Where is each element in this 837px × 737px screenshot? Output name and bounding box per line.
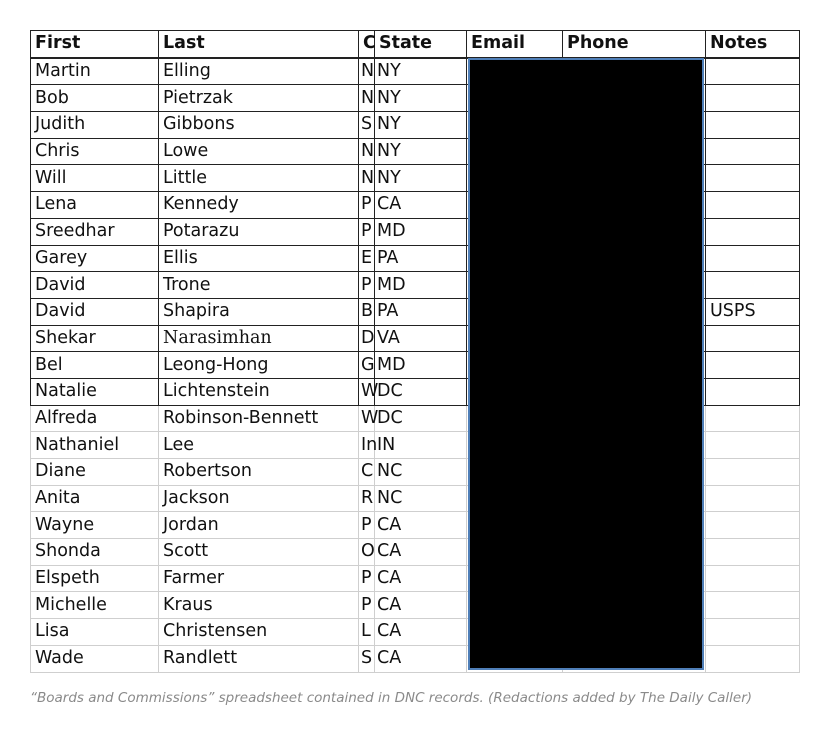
cell-notes xyxy=(706,485,800,512)
cell-first: Sreedhar xyxy=(31,218,159,245)
cell-last: Leong-Hong xyxy=(159,352,359,379)
cell-first: Diane xyxy=(31,459,159,486)
cell-state: CA xyxy=(375,192,467,219)
cell-first: Bob xyxy=(31,85,159,112)
cell-last: Ellis xyxy=(159,245,359,272)
cell-first: Michelle xyxy=(31,592,159,619)
cell-state: CA xyxy=(375,645,467,672)
cell-first: Lisa xyxy=(31,619,159,646)
cell-last: Pietrzak xyxy=(159,85,359,112)
cell-state: CA xyxy=(375,592,467,619)
cell-last: Lowe xyxy=(159,138,359,165)
cell-last: Farmer xyxy=(159,565,359,592)
header-c: C xyxy=(359,31,375,58)
cell-state: VA xyxy=(375,325,467,352)
cell-first: Elspeth xyxy=(31,565,159,592)
cell-state: CA xyxy=(375,512,467,539)
header-state: State xyxy=(375,31,467,58)
cell-state: CA xyxy=(375,539,467,566)
cell-first: Nathaniel xyxy=(31,432,159,459)
cell-notes xyxy=(706,192,800,219)
cell-first: David xyxy=(31,272,159,299)
cell-last: Jordan xyxy=(159,512,359,539)
cell-last: Trone xyxy=(159,272,359,299)
cell-c: N xyxy=(359,165,375,192)
cell-last: Kraus xyxy=(159,592,359,619)
cell-state: NC xyxy=(375,459,467,486)
cell-last: Gibbons xyxy=(159,112,359,139)
cell-c: N xyxy=(359,138,375,165)
cell-last: Potarazu xyxy=(159,218,359,245)
cell-c: P xyxy=(359,565,375,592)
cell-notes xyxy=(706,378,800,405)
cell-last: Kennedy xyxy=(159,192,359,219)
cell-notes xyxy=(706,112,800,139)
cell-first: Bel xyxy=(31,352,159,379)
cell-first: Judith xyxy=(31,112,159,139)
cell-notes xyxy=(706,619,800,646)
cell-state: NY xyxy=(375,85,467,112)
cell-state: MD xyxy=(375,352,467,379)
header-last: Last xyxy=(159,31,359,58)
cell-last: Lichtenstein xyxy=(159,378,359,405)
cell-first: Will xyxy=(31,165,159,192)
cell-first: Garey xyxy=(31,245,159,272)
cell-c: E xyxy=(359,245,375,272)
cell-c: W xyxy=(359,378,375,405)
cell-last: Scott xyxy=(159,539,359,566)
cell-state: CA xyxy=(375,565,467,592)
cell-first: Shonda xyxy=(31,539,159,566)
header-phone: Phone xyxy=(563,31,706,58)
cell-notes xyxy=(706,645,800,672)
cell-c: N xyxy=(359,58,375,85)
header-row xyxy=(31,31,800,58)
cell-notes xyxy=(706,245,800,272)
cell-state: IN xyxy=(375,432,467,459)
cell-c: G xyxy=(359,352,375,379)
cell-c: R xyxy=(359,485,375,512)
cell-notes xyxy=(706,432,800,459)
cell-c: P xyxy=(359,512,375,539)
cell-state: DC xyxy=(375,405,467,432)
cell-c: N xyxy=(359,85,375,112)
cell-first: Chris xyxy=(31,138,159,165)
cell-c: O xyxy=(359,539,375,566)
cell-state: NC xyxy=(375,485,467,512)
cell-notes xyxy=(706,165,800,192)
cell-first: Lena xyxy=(31,192,159,219)
cell-last: Christensen xyxy=(159,619,359,646)
cell-state: MD xyxy=(375,272,467,299)
cell-last: Elling xyxy=(159,58,359,85)
cell-last: Robinson-Bennett xyxy=(159,405,359,432)
cell-c: S xyxy=(359,645,375,672)
cell-state: NY xyxy=(375,138,467,165)
cell-state: NY xyxy=(375,58,467,85)
cell-state: DC xyxy=(375,378,467,405)
header-email: Email xyxy=(467,31,563,58)
cell-notes xyxy=(706,58,800,85)
cell-c: P xyxy=(359,218,375,245)
header-first: First xyxy=(31,31,159,58)
cell-first: Shekar xyxy=(31,325,159,352)
cell-c: B xyxy=(359,298,375,325)
cell-c: D xyxy=(359,325,375,352)
cell-last: Jackson xyxy=(159,485,359,512)
cell-c: P xyxy=(359,592,375,619)
cell-last: Little xyxy=(159,165,359,192)
cell-notes xyxy=(706,539,800,566)
cell-c: W xyxy=(359,405,375,432)
cell-first: Martin xyxy=(31,58,159,85)
header-notes: Notes xyxy=(706,31,800,58)
cell-c: L xyxy=(359,619,375,646)
cell-c: In xyxy=(359,432,375,459)
cell-first: David xyxy=(31,298,159,325)
cell-c: C xyxy=(359,459,375,486)
cell-notes xyxy=(706,512,800,539)
cell-first: Anita xyxy=(31,485,159,512)
cell-state: CA xyxy=(375,619,467,646)
cell-last: Narasimhan xyxy=(159,325,359,352)
cell-notes xyxy=(706,405,800,432)
cell-state: NY xyxy=(375,165,467,192)
cell-last: Robertson xyxy=(159,459,359,486)
cell-notes xyxy=(706,565,800,592)
redaction-block xyxy=(468,58,704,670)
cell-notes xyxy=(706,352,800,379)
cell-last: Randlett xyxy=(159,645,359,672)
cell-c: S xyxy=(359,112,375,139)
cell-c: P xyxy=(359,192,375,219)
cell-state: PA xyxy=(375,298,467,325)
cell-first: Natalie xyxy=(31,378,159,405)
cell-state: PA xyxy=(375,245,467,272)
cell-notes xyxy=(706,272,800,299)
image-caption: “Boards and Commissions” spreadsheet contained in DNC records. (Redactions added by The Daily Caller) xyxy=(30,690,753,706)
cell-last: Shapira xyxy=(159,298,359,325)
cell-notes xyxy=(706,325,800,352)
cell-first: Alfreda xyxy=(31,405,159,432)
cell-state: MD xyxy=(375,218,467,245)
cell-first: Wayne xyxy=(31,512,159,539)
cell-notes xyxy=(706,459,800,486)
cell-c: P xyxy=(359,272,375,299)
cell-notes: USPS xyxy=(706,298,800,325)
cell-last: Lee xyxy=(159,432,359,459)
cell-notes xyxy=(706,592,800,619)
cell-notes xyxy=(706,85,800,112)
cell-first: Wade xyxy=(31,645,159,672)
cell-state: NY xyxy=(375,112,467,139)
cell-notes xyxy=(706,218,800,245)
cell-notes xyxy=(706,138,800,165)
